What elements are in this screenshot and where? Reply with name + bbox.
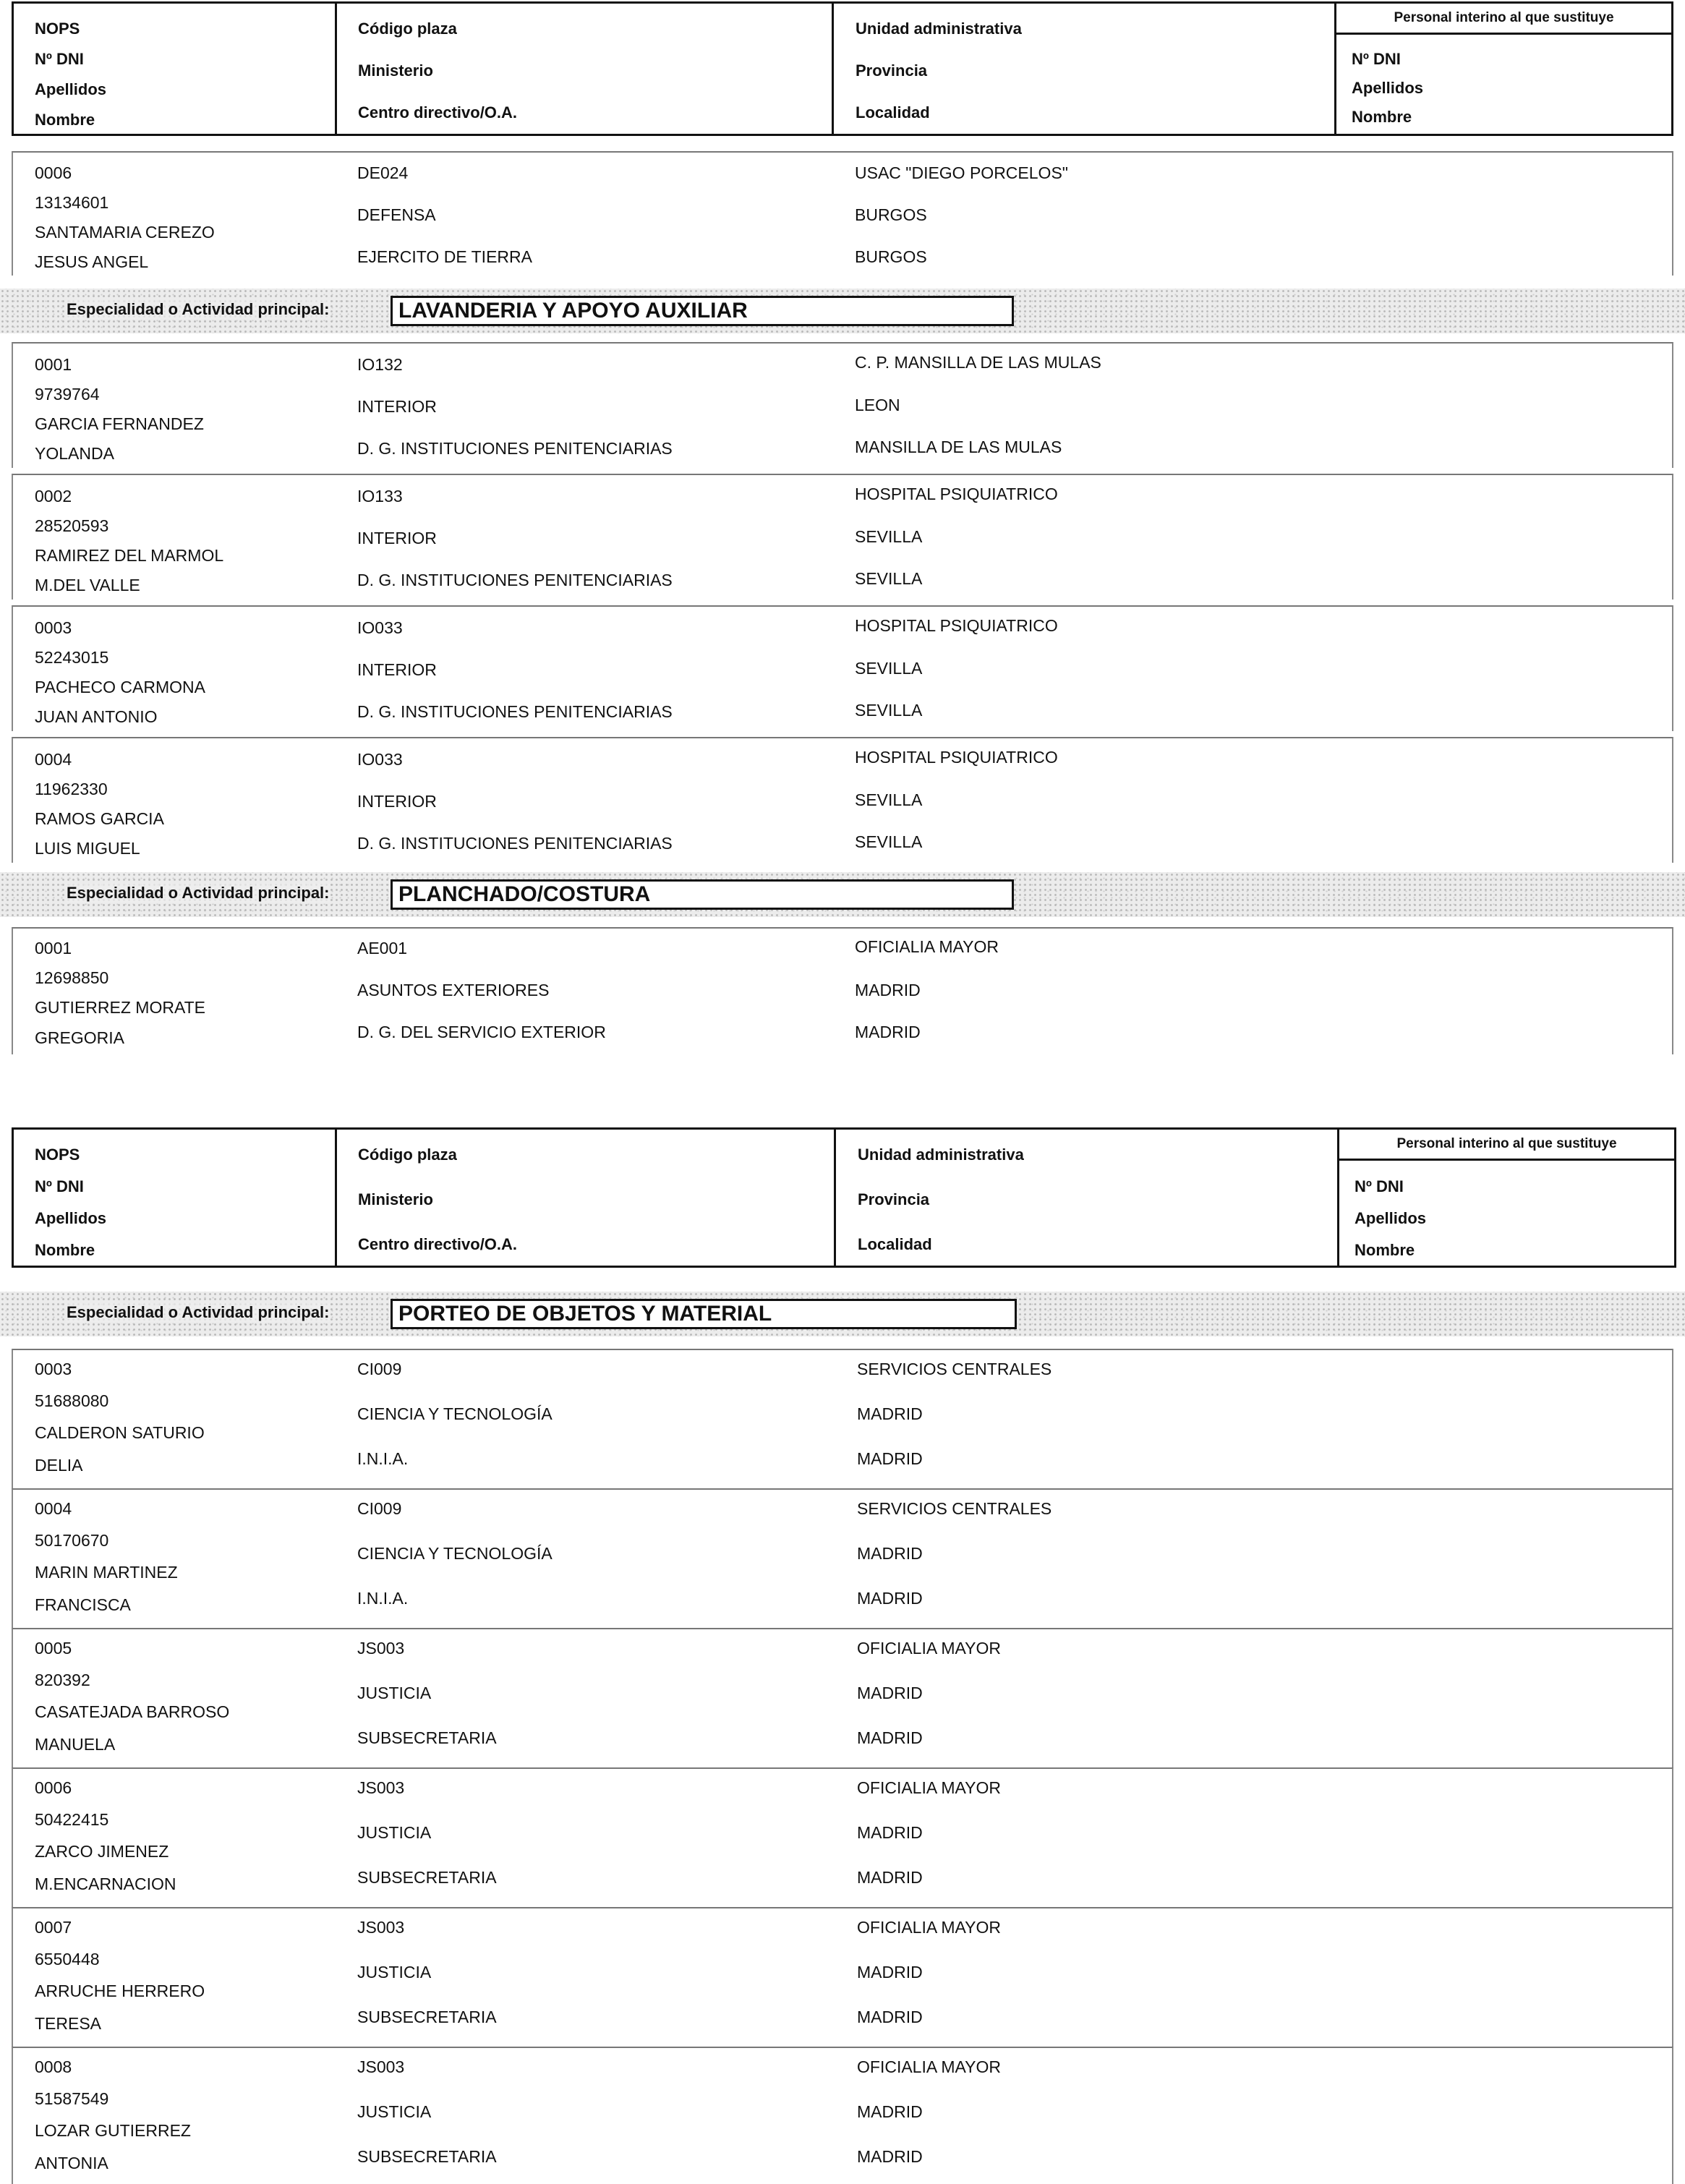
specialty-value: PORTEO DE OBJETOS Y MATERIAL <box>391 1299 1017 1329</box>
header-centro-directivo: Centro directivo/O.A. <box>358 1235 518 1253</box>
header-interino-nombre: Nombre <box>1352 108 1412 126</box>
nombre: ANTONIA <box>35 2154 108 2172</box>
table-row <box>12 737 1673 863</box>
nombre: M.ENCARNACION <box>35 1874 176 1893</box>
apellidos: PACHECO CARMONA <box>35 678 205 696</box>
centro-directivo: SUBSECRETARIA <box>357 1728 497 1747</box>
ministerio: INTERIOR <box>357 792 437 811</box>
header-apellidos: Apellidos <box>35 80 107 98</box>
provincia: MADRID <box>857 1544 923 1563</box>
nombre: YOLANDA <box>35 444 114 463</box>
apellidos: MARIN MARTINEZ <box>35 1563 178 1582</box>
header-ministerio: Ministerio <box>358 1190 433 1208</box>
nops: 0001 <box>35 355 72 374</box>
header-codigo-plaza: Código plaza <box>358 1146 457 1164</box>
nops: 0003 <box>35 618 72 637</box>
ministerio: JUSTICIA <box>357 1823 432 1842</box>
table-row <box>12 1628 1673 1767</box>
specialty-band <box>0 872 1685 917</box>
nops: 0004 <box>35 1499 72 1518</box>
header-codigo-plaza: Código plaza <box>358 20 457 38</box>
unidad-administrativa: HOSPITAL PSIQUIATRICO <box>855 748 1058 767</box>
nops: 0001 <box>35 939 72 957</box>
provincia: MADRID <box>857 1963 923 1982</box>
header-interino-apellidos: Apellidos <box>1352 79 1424 97</box>
localidad: SEVILLA <box>855 569 923 588</box>
centro-directivo: D. G. INSTITUCIONES PENITENCIARIAS <box>357 439 673 458</box>
unidad-administrativa: OFICIALIA MAYOR <box>857 1639 1001 1658</box>
dni: 50422415 <box>35 1810 109 1829</box>
apellidos: SANTAMARIA CEREZO <box>35 223 215 242</box>
specialty-value: PLANCHADO/COSTURA <box>391 879 1014 910</box>
provincia: SEVILLA <box>855 790 923 809</box>
nombre: FRANCISCA <box>35 1595 131 1614</box>
header-interino-title: Personal interino al que sustituye <box>1336 4 1671 35</box>
header-nops: NOPS <box>35 20 80 38</box>
unidad-administrativa: HOSPITAL PSIQUIATRICO <box>855 485 1058 503</box>
codigo-plaza: JS003 <box>357 1778 405 1797</box>
centro-directivo: SUBSECRETARIA <box>357 1868 497 1887</box>
localidad: MADRID <box>855 1023 921 1041</box>
nops: 0007 <box>35 1918 72 1937</box>
header-apellidos: Apellidos <box>35 1209 107 1227</box>
nops: 0006 <box>35 1778 72 1797</box>
centro-directivo: EJERCITO DE TIERRA <box>357 247 532 266</box>
provincia: MADRID <box>857 1684 923 1702</box>
codigo-plaza: AE001 <box>357 939 408 957</box>
apellidos: CALDERON SATURIO <box>35 1423 205 1442</box>
nops: 0005 <box>35 1639 72 1658</box>
dni: 12698850 <box>35 968 109 987</box>
provincia: LEON <box>855 396 900 414</box>
localidad: MANSILLA DE LAS MULAS <box>855 438 1062 456</box>
apellidos: RAMIREZ DEL MARMOL <box>35 546 224 565</box>
nops: 0006 <box>35 163 72 182</box>
dni: 51688080 <box>35 1391 109 1410</box>
header-nops: NOPS <box>35 1146 80 1164</box>
table-row <box>12 342 1673 468</box>
codigo-plaza: JS003 <box>357 1918 405 1937</box>
nops: 0003 <box>35 1360 72 1378</box>
nombre: GREGORIA <box>35 1028 124 1047</box>
provincia: MADRID <box>857 1404 923 1423</box>
specialty-band <box>0 289 1685 333</box>
unidad-administrativa: SERVICIOS CENTRALES <box>857 1360 1052 1378</box>
ministerio: INTERIOR <box>357 660 437 679</box>
localidad: SEVILLA <box>855 832 923 851</box>
unidad-administrativa: HOSPITAL PSIQUIATRICO <box>855 616 1058 635</box>
header-ministerio: Ministerio <box>358 61 433 80</box>
table-row <box>12 1349 1673 1488</box>
centro-directivo: D. G. INSTITUCIONES PENITENCIARIAS <box>357 834 673 853</box>
dni: 11962330 <box>35 780 108 798</box>
specialty-value: LAVANDERIA Y APOYO AUXILIAR <box>391 296 1014 326</box>
localidad: MADRID <box>857 2147 923 2166</box>
header-centro-directivo: Centro directivo/O.A. <box>358 103 518 121</box>
ministerio: INTERIOR <box>357 529 437 547</box>
header-interino-dni: Nº DNI <box>1352 50 1401 68</box>
column-header <box>12 1 1673 136</box>
table-row <box>12 1767 1673 1907</box>
header-interino-apellidos: Apellidos <box>1355 1209 1427 1227</box>
specialty-label: Especialidad o Actividad principal: <box>67 884 330 902</box>
codigo-plaza: IO033 <box>357 750 403 769</box>
nombre: TERESA <box>35 2014 102 2033</box>
codigo-plaza: IO133 <box>357 487 403 506</box>
localidad: MADRID <box>857 1868 923 1887</box>
table-row <box>12 2047 1673 2184</box>
localidad: BURGOS <box>855 247 927 266</box>
provincia: SEVILLA <box>855 527 923 546</box>
unidad-administrativa: USAC "DIEGO PORCELOS" <box>855 163 1068 182</box>
table-row <box>12 927 1673 1054</box>
centro-directivo: D. G. INSTITUCIONES PENITENCIARIAS <box>357 571 673 589</box>
apellidos: GARCIA FERNANDEZ <box>35 414 204 433</box>
header-provincia: Provincia <box>856 61 928 80</box>
nombre: M.DEL VALLE <box>35 576 140 594</box>
provincia: MADRID <box>857 2102 923 2121</box>
ministerio: JUSTICIA <box>357 2102 432 2121</box>
localidad: MADRID <box>857 1449 923 1468</box>
nops: 0004 <box>35 750 72 769</box>
dni: 51587549 <box>35 2089 109 2108</box>
table-row <box>12 151 1673 276</box>
header-localidad: Localidad <box>856 103 930 121</box>
specialty-label: Especialidad o Actividad principal: <box>67 300 330 318</box>
nombre: LUIS MIGUEL <box>35 839 140 858</box>
apellidos: LOZAR GUTIERREZ <box>35 2121 191 2140</box>
codigo-plaza: IO132 <box>357 355 403 374</box>
centro-directivo: SUBSECRETARIA <box>357 2147 497 2166</box>
header-nombre: Nombre <box>35 111 95 129</box>
nombre: DELIA <box>35 1456 83 1475</box>
localidad: MADRID <box>857 1589 923 1608</box>
header-localidad: Localidad <box>858 1235 932 1253</box>
codigo-plaza: JS003 <box>357 2057 405 2076</box>
provincia: MADRID <box>855 981 921 999</box>
dni: 50170670 <box>35 1531 109 1550</box>
dni: 820392 <box>35 1671 90 1689</box>
apellidos: ARRUCHE HERRERO <box>35 1982 205 2000</box>
dni: 52243015 <box>35 648 109 667</box>
table-row <box>12 1488 1673 1628</box>
unidad-administrativa: OFICIALIA MAYOR <box>857 1918 1001 1937</box>
codigo-plaza: JS003 <box>357 1639 405 1658</box>
nombre: JESUS ANGEL <box>35 252 149 271</box>
header-unidad-administrativa: Unidad administrativa <box>856 20 1022 38</box>
ministerio: JUSTICIA <box>357 1684 432 1702</box>
table-row <box>12 474 1673 600</box>
apellidos: RAMOS GARCIA <box>35 809 164 828</box>
codigo-plaza: IO033 <box>357 618 403 637</box>
dni: 13134601 <box>35 193 109 212</box>
unidad-administrativa: OFICIALIA MAYOR <box>857 1778 1001 1797</box>
centro-directivo: SUBSECRETARIA <box>357 2008 497 2026</box>
nops: 0002 <box>35 487 72 506</box>
apellidos: GUTIERREZ MORATE <box>35 998 205 1017</box>
ministerio: DEFENSA <box>357 205 436 224</box>
header-interino-title: Personal interino al que sustituye <box>1339 1130 1674 1161</box>
header-dni: Nº DNI <box>35 1177 84 1195</box>
centro-directivo: I.N.I.A. <box>357 1449 409 1468</box>
codigo-plaza: CI009 <box>357 1499 402 1518</box>
header-interino-nombre: Nombre <box>1355 1241 1415 1259</box>
localidad: SEVILLA <box>855 701 923 720</box>
ministerio: ASUNTOS EXTERIORES <box>357 981 550 999</box>
provincia: SEVILLA <box>855 659 923 678</box>
localidad: MADRID <box>857 1728 923 1747</box>
ministerio: CIENCIA Y TECNOLOGÍA <box>357 1544 553 1563</box>
column-header <box>12 1127 1676 1268</box>
specialty-band <box>0 1292 1685 1336</box>
table-row <box>12 605 1673 731</box>
specialty-label: Especialidad o Actividad principal: <box>67 1303 330 1321</box>
unidad-administrativa: OFICIALIA MAYOR <box>857 2057 1001 2076</box>
nops: 0008 <box>35 2057 72 2076</box>
nombre: MANUELA <box>35 1735 116 1754</box>
ministerio: JUSTICIA <box>357 1963 432 1982</box>
codigo-plaza: DE024 <box>357 163 409 182</box>
dni: 28520593 <box>35 516 109 535</box>
centro-directivo: D. G. DEL SERVICIO EXTERIOR <box>357 1023 606 1041</box>
unidad-administrativa: C. P. MANSILLA DE LAS MULAS <box>855 353 1101 372</box>
unidad-administrativa: SERVICIOS CENTRALES <box>857 1499 1052 1518</box>
nombre: JUAN ANTONIO <box>35 707 158 726</box>
header-nombre: Nombre <box>35 1241 95 1259</box>
header-unidad-administrativa: Unidad administrativa <box>858 1146 1024 1164</box>
header-interino-dni: Nº DNI <box>1355 1177 1404 1195</box>
ministerio: INTERIOR <box>357 397 437 416</box>
apellidos: CASATEJADA BARROSO <box>35 1702 230 1721</box>
header-provincia: Provincia <box>858 1190 930 1208</box>
unidad-administrativa: OFICIALIA MAYOR <box>855 937 999 956</box>
header-dni: Nº DNI <box>35 50 84 68</box>
codigo-plaza: CI009 <box>357 1360 402 1378</box>
provincia: MADRID <box>857 1823 923 1842</box>
dni: 9739764 <box>35 385 100 404</box>
dni: 6550448 <box>35 1950 100 1968</box>
table-row <box>12 1907 1673 2047</box>
localidad: MADRID <box>857 2008 923 2026</box>
centro-directivo: I.N.I.A. <box>357 1589 409 1608</box>
provincia: BURGOS <box>855 205 927 224</box>
apellidos: ZARCO JIMENEZ <box>35 1842 169 1861</box>
centro-directivo: D. G. INSTITUCIONES PENITENCIARIAS <box>357 702 673 721</box>
ministerio: CIENCIA Y TECNOLOGÍA <box>357 1404 553 1423</box>
